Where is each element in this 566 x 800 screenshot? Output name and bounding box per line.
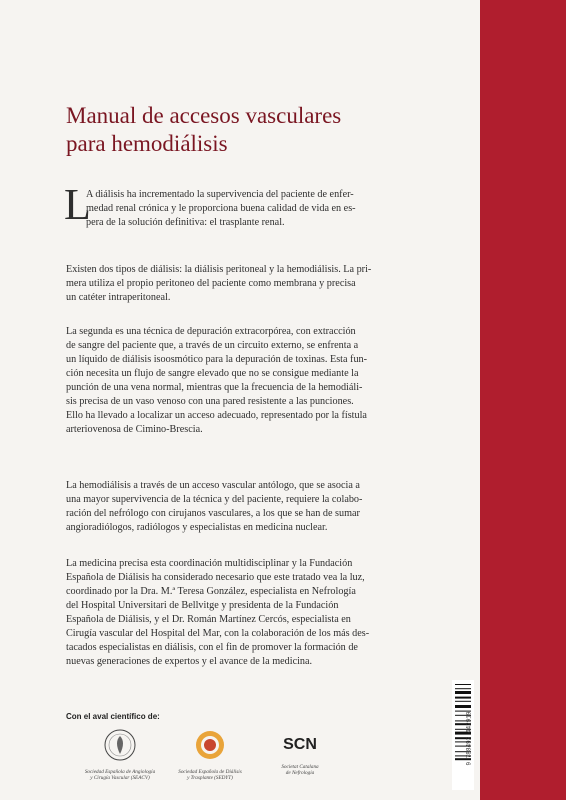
paragraph-3 [66, 325, 440, 437]
text-line: La segunda es una técnica de depuración extracorpórea, con extracción [66, 326, 356, 337]
title-line-2: para hemodiálisis [66, 131, 228, 156]
seacv-logo [80, 728, 160, 781]
text-line: mera utiliza el propio peritoneo del paciente como membrana y precisa [66, 278, 356, 289]
text-line: angioradiólogos, radiólogos y especialistas en medicina nuclear. [66, 522, 328, 533]
caption-line: y Trasplante (SEDYT) [187, 775, 233, 781]
text-line: nuevas generaciones de expertos y el avance de la medicina. [66, 656, 313, 667]
text-line: Existen dos tipos de diálisis: la diálisis peritoneal y la hemodiálisis. La pri- [66, 264, 372, 275]
text-line: una mayor supervivencia de la técnica y del paciente, requiere la colabo- [66, 494, 363, 505]
logo-caption [80, 769, 160, 781]
caption-line: de Nefrologia [285, 770, 315, 776]
logo-caption [260, 764, 340, 776]
caption-line: Sociedad Española de Angiología [84, 769, 156, 775]
text-line: un catéter intraperitoneal. [66, 292, 171, 303]
text-line: coordinado por la Dra. M.ª Teresa González, especialista en Nefrología [66, 586, 356, 597]
caption-line: y Cirugía Vascular (SEACV) [90, 775, 150, 781]
text-line: de sangre del paciente que, a través de un circuito externo, se enfrenta a [66, 340, 359, 351]
text-line: La hemodiálisis a través de un acceso vascular antólogo, que se asocia a [66, 480, 360, 491]
logo-caption [170, 769, 250, 781]
text-line: Española de Diálisis ha considerado necesario que este tratado vea la luz, [66, 572, 365, 583]
text-line: sis precisa de un vaso venoso con una pared resistente a las punciones. [66, 396, 354, 407]
red-spine-band [480, 0, 566, 800]
endorsement-label: Con el aval científico de: [66, 712, 160, 721]
text-line: Ello ha llevado a localizar un acceso adecuado, representado por la fístula [66, 410, 367, 421]
title-line-1: Manual de accesos vasculares [66, 103, 342, 128]
paragraph-5 [66, 557, 440, 669]
paragraph-1 [86, 188, 440, 230]
sedyt-emblem-icon [193, 728, 227, 762]
paragraph-2 [66, 263, 440, 305]
scn-mark: SCN [283, 736, 317, 753]
text-line: ción necesita un flujo de sangre elevado que no se consigue mediante la [66, 368, 359, 379]
text-line: La medicina precisa esta coordinación multidisciplinar y la Fundación [66, 558, 353, 569]
text-line: Cirugía vascular del Hospital del Mar, con la colaboración de los más des- [66, 628, 370, 639]
text-line: medad renal crónica y le proporciona buena calidad de vida en es- [86, 203, 356, 214]
text-line: A diálisis ha incrementado la supervivencia del paciente de enfer- [86, 189, 354, 200]
isbn-number: 9 788492 442919 [465, 711, 473, 766]
text-line: arteriovenosa de Cimino-Brescia. [66, 424, 203, 435]
book-title [66, 102, 466, 158]
caption-line: Societat Catalana [281, 764, 319, 770]
scn-emblem [260, 728, 340, 762]
paragraph-4 [66, 479, 440, 535]
text-line: del Hospital Universitari de Bellvitge y presidenta de la Fundación [66, 600, 339, 611]
caption-line: Sociedad Española de Diálisis [178, 769, 242, 775]
endorsement-logos [80, 728, 340, 788]
drop-cap: L [64, 180, 91, 229]
text-line: punción de una vena normal, mientras que la frecuencia de la hemodiáli- [66, 382, 363, 393]
text-line: ración del nefrólogo con cirujanos vasculares, a los que se han de sumar [66, 508, 360, 519]
text-line: Española de Diálisis, y el Dr. Román Martínez Cercós, especialista en [66, 614, 351, 625]
scn-logo [260, 728, 340, 776]
text-line: un líquido de diálisis isoosmótico para la depuración de toxinas. Esta fun- [66, 354, 368, 365]
text-line: pera de la solución definitiva: el trasplante renal. [86, 217, 285, 228]
seacv-emblem-icon [103, 728, 137, 762]
sedyt-logo [170, 728, 250, 781]
text-line: tacados especialistas en diálisis, con el fin de promover la formación de [66, 642, 358, 653]
